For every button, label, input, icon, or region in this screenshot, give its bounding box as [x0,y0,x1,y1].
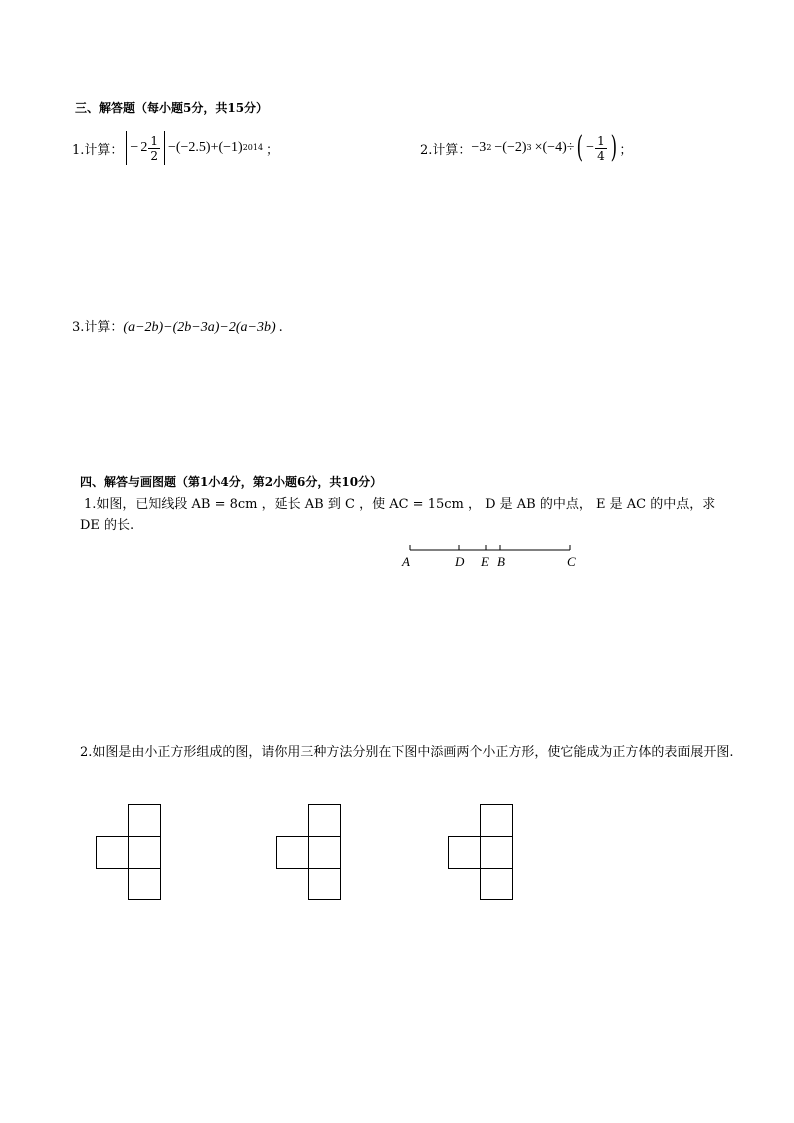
segment-diagram [400,540,580,570]
segment-problem-line-2: DE 的长. [80,518,135,533]
problem-1-end: ； [266,142,280,158]
cube-net-figure-3 [448,804,514,900]
problem-3-expression: (a−2b)−(2b−3a)−2(a−3b) [123,320,276,335]
abs-bar-right [164,131,165,165]
net-problem-text: 2.如图是由小正方形组成的图，请你用三种方法分别在下图中添画两个小正方形，使它能成为正方体的表面展开图. [80,745,734,760]
square [129,869,161,900]
left-paren: ( [577,130,584,165]
fraction-denominator: 4 [597,148,605,163]
square [309,869,341,900]
label-C: C [567,554,576,569]
cube-net-figure-1 [96,804,162,900]
abs-bar-left [126,131,127,165]
label-D: D [455,554,465,569]
problem-1: 1.计算： − 2 $\frac{1}{2}$ −(−2.5)+(−1) 2014 ； [72,130,279,166]
fraction-numerator: 1 [597,133,605,148]
mixed-number-whole: 2 [140,140,148,155]
section-4-heading: 四、解答与画图题（第1小4分，第2小题6分，共10分） [80,475,383,489]
square [449,837,481,869]
term-a: −3 [471,140,487,155]
square [481,869,513,900]
problem-3 [72,316,283,336]
label-E: E [481,554,489,569]
fraction-numerator: 1 [150,133,158,148]
problem-1-prefix: 1.计算： [72,142,124,158]
problem-3-end: . [278,320,283,335]
term-c: ×(−4)÷ [534,140,575,155]
square [481,805,513,837]
problem-3-prefix: 3.计算： [72,320,124,335]
label-B: B [497,554,505,569]
problem-2-prefix: 2.计算： [420,142,472,158]
square [277,837,309,869]
fraction-denominator: 2 [150,148,158,163]
square [129,805,161,837]
term-b: −(−2) [494,140,527,155]
square [309,805,341,837]
square [481,837,513,869]
segment-problem-line-1: 1.如图，已知线段 AB = 8cm ，延长 AB 到 C ，使 AC = 15cm ， D 是 AB 的中点， E 是 AC 的中点，求 [84,497,716,512]
fraction-minus: − [586,140,595,155]
problem-2-end: ； [619,142,633,158]
problem-2: 2.计算： −3 2 −(−2) 3 ×(−4)÷ ( − $\frac{1}{4}$ ) ； [420,130,633,165]
square [97,837,129,869]
section-3-heading: 三、解答题（每小题5分，共15分） [75,101,269,115]
cube-net-figure-2 [276,804,342,900]
problem-1-middle: −(−2.5)+(−1) [167,140,243,155]
square [309,837,341,869]
square [129,837,161,869]
right-paren: ) [610,130,617,165]
label-A: A [402,554,410,569]
